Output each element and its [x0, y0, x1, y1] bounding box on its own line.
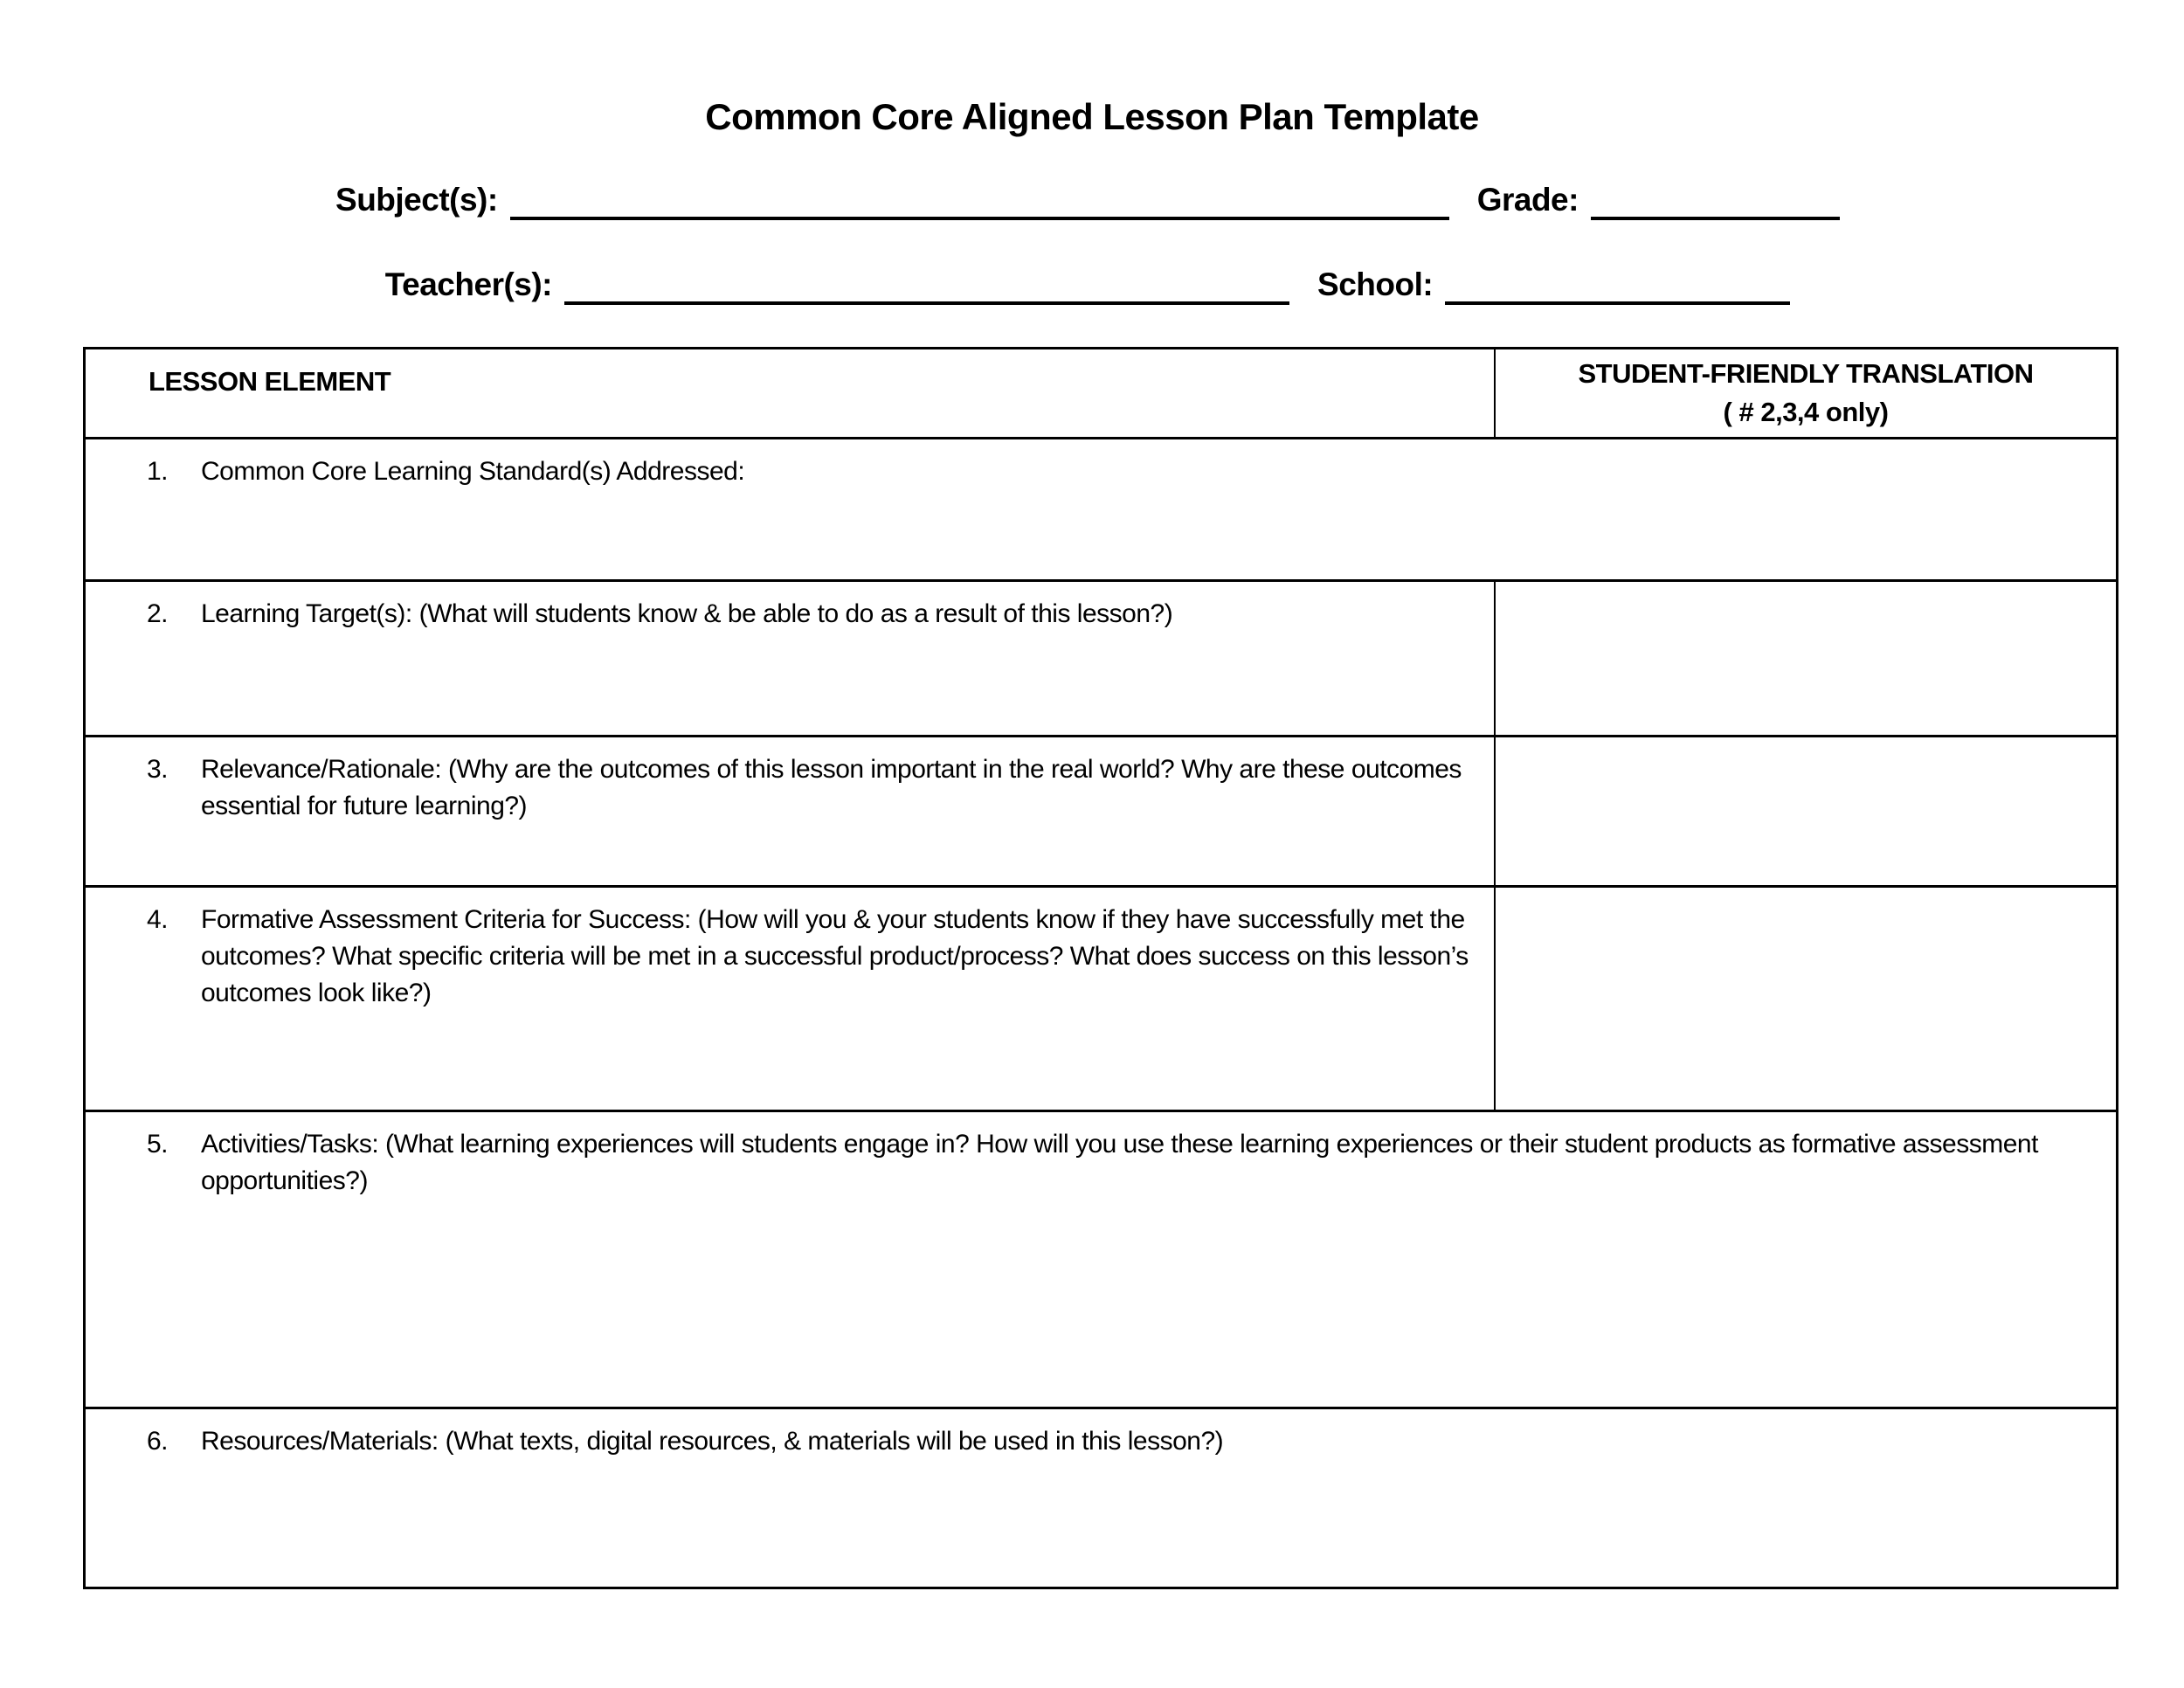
lesson-element-cell[interactable] [86, 888, 1494, 1110]
row-number: 2. [147, 599, 169, 628]
subject-grade-line [0, 182, 2184, 224]
row-number: 5. [147, 1130, 169, 1159]
subject-input-line[interactable] [510, 182, 1449, 220]
table-row-4 [86, 885, 2116, 1110]
school-label: School: [1317, 266, 1434, 302]
translation-cell[interactable] [1494, 888, 2116, 1110]
lesson-element-cell[interactable] [86, 737, 1494, 885]
row-number: 4. [147, 905, 169, 934]
grade-label: Grade: [1476, 182, 1579, 218]
lesson-plan-table [83, 347, 2118, 1589]
lesson-element-cell[interactable] [86, 1409, 2116, 1587]
teacher-school-line [0, 266, 2184, 308]
row-label: Formative Assessment Criteria for Success: (How will you & your students know if they have successfully met the outcomes? What specific criteria will be met in a successful product/process? What does success on this lesson’s outcomes look like?) [201, 905, 1469, 1007]
lesson-element-cell[interactable] [86, 439, 2116, 579]
grade-input-line[interactable] [1591, 182, 1840, 220]
header-lesson-element: LESSON ELEMENT [149, 366, 391, 397]
lesson-element-cell[interactable] [86, 1112, 2116, 1407]
row-label: Learning Target(s): (What will students know & be able to do as a result of this lesson?) [201, 599, 1173, 628]
row-number: 1. [147, 457, 169, 486]
table-row-3 [86, 735, 2116, 885]
translation-cell[interactable] [1494, 582, 2116, 735]
table-row-6 [86, 1407, 2116, 1587]
table-row-5 [86, 1110, 2116, 1407]
row-label: Relevance/Rationale: (Why are the outcomes of this lesson important in the real world? Why are these outcomes essential for future learning?) [201, 755, 1462, 820]
row-label: Activities/Tasks: (What learning experiences will students engage in? How will you use these learning experiences or their student products as formative assessment opportunities?) [201, 1130, 2038, 1195]
table-row-2 [86, 579, 2116, 735]
teacher-label: Teacher(s): [384, 266, 553, 302]
table-header-row [86, 349, 2116, 437]
header-translation-line1: STUDENT-FRIENDLY TRANSLATION [1578, 358, 2034, 389]
table-row-1 [86, 437, 2116, 579]
page-title: Common Core Aligned Lesson Plan Template [705, 96, 1479, 137]
translation-cell[interactable] [1494, 737, 2116, 885]
row-label: Common Core Learning Standard(s) Addressed: [201, 457, 745, 486]
row-number: 6. [147, 1427, 169, 1456]
header-translation-line2: ( # 2,3,4 only) [1723, 397, 1889, 427]
row-number: 3. [147, 755, 169, 784]
header-translation [1494, 349, 2116, 437]
row-label: Resources/Materials: (What texts, digital resources, & materials will be used in this lesson?) [201, 1427, 1224, 1456]
lesson-element-cell[interactable] [86, 582, 1494, 735]
teacher-input-line[interactable] [564, 266, 1289, 305]
subject-label: Subject(s): [335, 182, 498, 218]
school-input-line[interactable] [1445, 266, 1790, 305]
